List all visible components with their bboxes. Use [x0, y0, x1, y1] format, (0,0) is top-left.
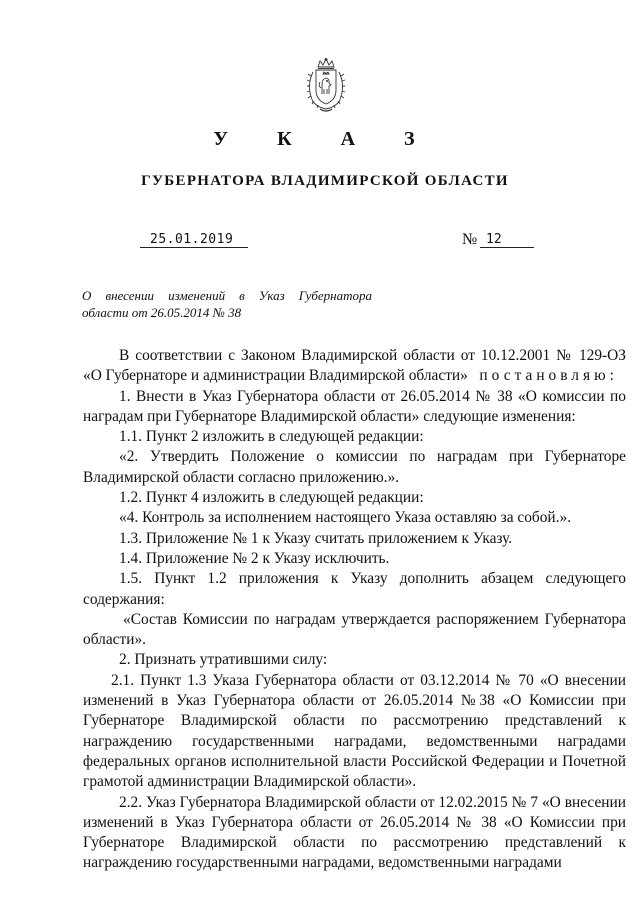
clause-1-5: 1.5. Пункт 1.2 приложения к Указу дополнить абзацем следующего содержания: [83, 570, 626, 608]
decree-number: 12 [480, 232, 534, 248]
decree-body [83, 346, 626, 874]
clause-1-2: 1.2. Пункт 4 изложить в следующей редакции: [119, 489, 424, 507]
clause-1-1-text: «2. Утвердить Положение о комиссии по наградам при Губернаторе Владимирской области согласно приложению.». [83, 448, 626, 486]
decree-subject [82, 287, 372, 321]
subject-line-1: О внесении изменений в Указ Губернатора [82, 288, 372, 303]
clause-1-3: 1.3. Приложение № 1 к Указу считать приложением к Указу. [119, 529, 513, 547]
document-title: У К А З [213, 128, 437, 150]
decree-verb: постановляю: [479, 367, 618, 385]
decree-number-label: № [462, 231, 478, 248]
clause-2-1: 2.1. Пункт 1.3 Указа Губернатора области от 03.12.2014 № 70 «О внесении изменений в Указ Губернатора области от 26.05.2014 №38 «О Комиссии при Губернаторе Владимирской области по рассмотрению представлений к награждению государственными наградами, ведомственными наградами федеральных органов исполнительной власти Российской Федерации и Почетной грамотой администрации Владимирской области». [83, 671, 626, 791]
clause-2: 2. Признать утратившими силу: [119, 651, 328, 669]
clause-1-1: 1.1. Пункт 2 изложить в следующей редакции: [119, 428, 424, 446]
preamble-paragraph [83, 346, 626, 387]
preamble-text: В соответствии с Законом Владимирской области от 10.12.2001 № 129-ОЗ «О Губернаторе и администрации Владимирской области» [83, 347, 626, 385]
clause-1-4: 1.4. Приложение № 2 к Указу исключить. [119, 549, 390, 567]
issuer-title: ГУБЕРНАТОРА ВЛАДИМИРСКОЙ ОБЛАСТИ [141, 173, 509, 189]
clause-2-2: 2.2. Указ Губернатора Владимирской области от 12.02.2015 № 7 «О внесении изменений в Указ Губернатора области от 26.05.2014 № 38 «О Комиссии при Губернаторе Владимирской области по рассмотрению представлений к награждению государственными наградами, ведомственными наградами [83, 793, 626, 872]
coat-of-arms-emblem [301, 58, 351, 114]
clause-1: 1. Внести в Указ Губернатора области от 26.05.2014 № 38 «О комиссии по наградам при Губернаторе Владимирской области» следующие изменения: [83, 387, 626, 425]
decree-date: 25.01.2019 [140, 232, 248, 248]
subject-line-2: области от 26.05.2014 № 38 [82, 305, 242, 320]
clause-1-2-text: «4. Контроль за исполнением настоящего Указа оставляю за собой.». [119, 509, 572, 527]
clause-1-5-text: «Состав Комиссии по наградам утверждается распоряжением Губернатора области». [83, 610, 626, 649]
